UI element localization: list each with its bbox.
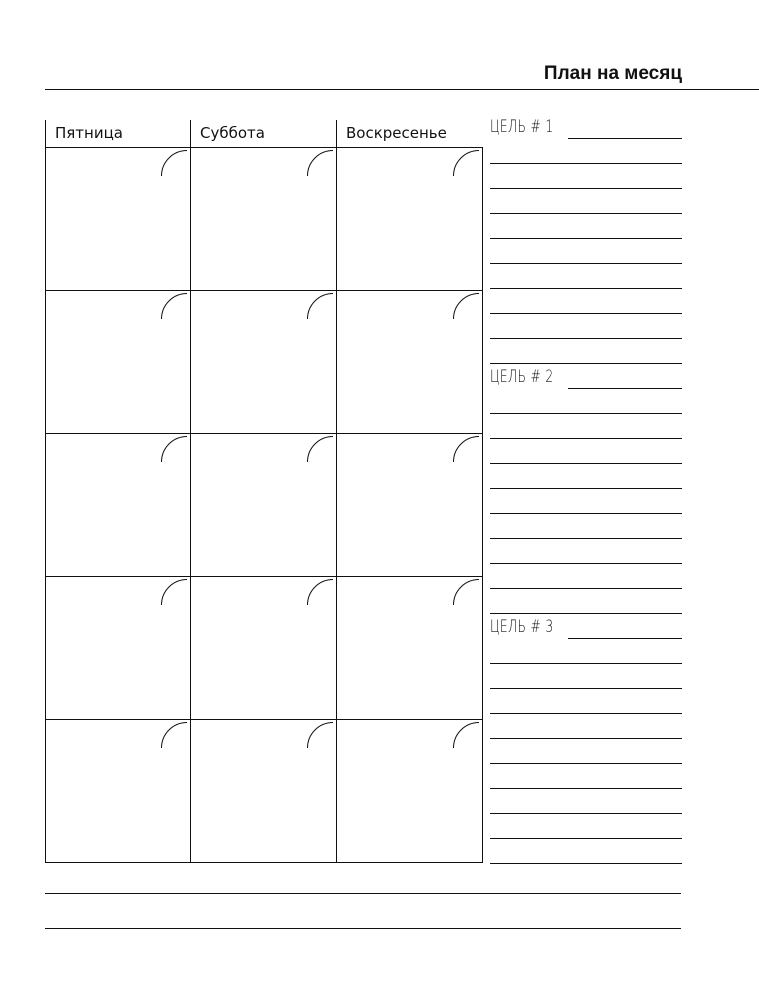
date-corner-arc <box>307 293 333 319</box>
notes-line[interactable] <box>45 893 681 894</box>
notes-line[interactable] <box>45 928 681 929</box>
date-corner-arc <box>307 579 333 605</box>
goal-writing-line[interactable] <box>490 338 682 339</box>
goal-writing-line[interactable] <box>490 838 682 839</box>
goal-title-line[interactable] <box>568 138 682 139</box>
grid-vline <box>482 147 483 863</box>
date-corner-arc <box>161 579 187 605</box>
grid-hline <box>45 862 482 863</box>
date-corner-arc <box>161 722 187 748</box>
goal-writing-line[interactable] <box>490 313 682 314</box>
goal-writing-line[interactable] <box>490 263 682 264</box>
day-cell[interactable] <box>45 290 190 433</box>
goal-writing-line[interactable] <box>490 688 682 689</box>
date-corner-arc <box>453 293 479 319</box>
goal-writing-line[interactable] <box>490 288 682 289</box>
day-header-sunday <box>336 120 482 147</box>
day-cell[interactable] <box>45 433 190 576</box>
goal-writing-line[interactable] <box>490 813 682 814</box>
goal-writing-line[interactable] <box>490 663 682 664</box>
goal-writing-line[interactable] <box>490 363 682 364</box>
date-corner-arc <box>307 436 333 462</box>
day-cell[interactable] <box>336 147 482 290</box>
day-label: Воскресенье <box>346 124 447 142</box>
goal-writing-line[interactable] <box>490 738 682 739</box>
date-corner-arc <box>307 722 333 748</box>
date-corner-arc <box>161 436 187 462</box>
goal-writing-line[interactable] <box>490 613 682 614</box>
date-corner-arc <box>453 150 479 176</box>
page-title: План на месяц <box>543 63 682 84</box>
goal-title-line[interactable] <box>568 388 682 389</box>
goal-writing-line[interactable] <box>490 213 682 214</box>
goal-writing-line[interactable] <box>490 163 682 164</box>
goal-writing-line[interactable] <box>490 763 682 764</box>
goal-3-label: ЦЕЛЬ # 3 <box>490 617 554 637</box>
goal-writing-line[interactable] <box>490 463 682 464</box>
day-cell[interactable] <box>190 719 336 862</box>
date-corner-arc <box>161 293 187 319</box>
goal-writing-line[interactable] <box>490 513 682 514</box>
day-cell[interactable] <box>45 719 190 862</box>
day-cell[interactable] <box>336 290 482 433</box>
day-cell[interactable] <box>336 719 482 862</box>
day-header-friday <box>45 120 190 147</box>
date-corner-arc <box>453 579 479 605</box>
goal-writing-line[interactable] <box>490 588 682 589</box>
goal-2-label: ЦЕЛЬ # 2 <box>490 367 554 387</box>
day-cell[interactable] <box>45 576 190 719</box>
goal-1-label: ЦЕЛЬ # 1 <box>490 117 554 137</box>
goal-writing-line[interactable] <box>490 713 682 714</box>
goal-writing-line[interactable] <box>490 563 682 564</box>
day-cell[interactable] <box>336 576 482 719</box>
day-cell[interactable] <box>190 576 336 719</box>
goal-writing-line[interactable] <box>490 438 682 439</box>
goal-writing-line[interactable] <box>490 863 682 864</box>
day-label: Пятница <box>55 124 123 142</box>
goal-writing-line[interactable] <box>490 413 682 414</box>
day-header-saturday <box>190 120 336 147</box>
goal-writing-line[interactable] <box>490 788 682 789</box>
day-cell[interactable] <box>45 147 190 290</box>
day-cell[interactable] <box>190 147 336 290</box>
calendar-grid <box>45 120 482 863</box>
goal-title-line[interactable] <box>568 638 682 639</box>
day-cell[interactable] <box>336 433 482 576</box>
goal-writing-line[interactable] <box>490 188 682 189</box>
date-corner-arc <box>161 150 187 176</box>
goal-writing-line[interactable] <box>490 488 682 489</box>
day-cell[interactable] <box>190 290 336 433</box>
goal-writing-line[interactable] <box>490 238 682 239</box>
header-rule <box>45 89 759 90</box>
day-label: Суббота <box>200 124 265 142</box>
date-corner-arc <box>307 150 333 176</box>
date-corner-arc <box>453 722 479 748</box>
date-corner-arc <box>453 436 479 462</box>
goal-writing-line[interactable] <box>490 538 682 539</box>
day-cell[interactable] <box>190 433 336 576</box>
